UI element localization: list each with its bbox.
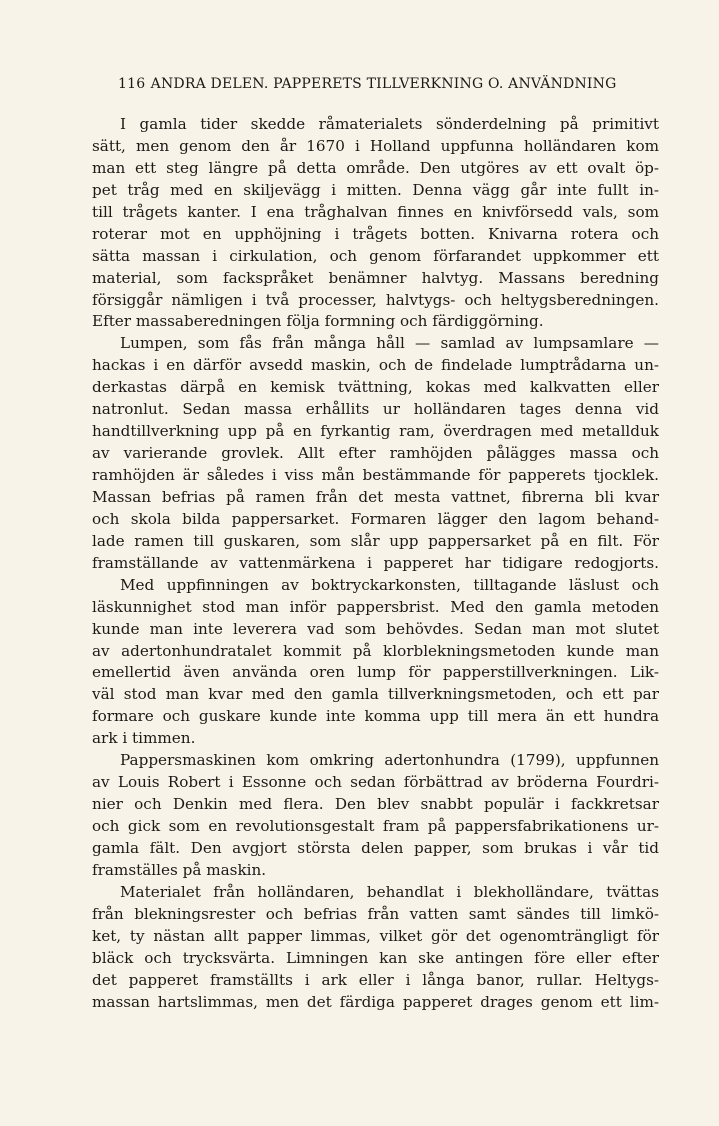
text-line: framställande av vattenmärkena i papperet har tidigare redogjorts. bbox=[92, 553, 659, 572]
text-line: väl stod man kvar med den gamla tillverkningsmetoden, och ett par bbox=[92, 685, 659, 704]
text-line: kunde man inte leverera vad som behövdes. Sedan man mot slutet bbox=[92, 619, 659, 638]
text-line: formare och guskare kunde inte komma upp till mera än ett hundra bbox=[92, 707, 659, 726]
text-line: ark i timmen. bbox=[92, 729, 196, 748]
text-line: emellertid även använda oren lump för papperstillverkningen. Lik- bbox=[92, 663, 659, 682]
text-line: Lumpen, som fås från många håll — samlad av lumpsamlare — bbox=[120, 334, 659, 353]
text-line: till trågets kanter. I ena tråghalvan finnes en knivförsedd vals, som bbox=[92, 202, 659, 221]
text-line: från blekningsrester och befrias från vatten samt sändes till limkö- bbox=[92, 904, 659, 923]
text-line: läskunnighet stod man inför pappersbrist. Med den gamla metoden bbox=[92, 597, 659, 616]
text-line: av Louis Robert i Essonne och sedan förbättrad av bröderna Fourdri- bbox=[92, 773, 659, 792]
text-line: ramhöjden är således i viss mån bestämmande för papperets tjocklek. bbox=[92, 466, 659, 484]
text-line: hackas i en därför avsedd maskin, och de findelade lumptrådarna un- bbox=[92, 356, 659, 375]
text-line: av adertonhundratalet kommit på klorblekningsmetoden kunde man bbox=[92, 641, 659, 660]
running-header bbox=[118, 76, 648, 98]
body-text bbox=[92, 114, 659, 1013]
text-line: Med uppfinningen av boktryckarkonsten, tilltagande läslust och bbox=[120, 575, 659, 594]
running-title: ANDRA DELEN. PAPPERETS TILLVERKNING O. ANVÄNDNING bbox=[150, 76, 617, 92]
text-line: pet tråg med en skiljevägg i mitten. Denna vägg går inte fullt in- bbox=[92, 180, 659, 199]
text-line: man ett steg längre på detta område. Den utgöres av ett ovalt öp- bbox=[92, 158, 659, 177]
text-line: derkastas därpå en kemisk tvättning, kokas med kalkvatten eller bbox=[92, 378, 659, 397]
text-line: handtillverkning upp på en fyrkantig ram, överdragen med metallduk bbox=[92, 422, 659, 441]
page-number: 116 bbox=[118, 76, 146, 92]
text-line: massan hartslimmas, men det färdiga papperet drages genom ett lim- bbox=[92, 992, 659, 1011]
text-line: det papperet framställts i ark eller i långa banor, rullar. Heltygs- bbox=[92, 970, 659, 989]
text-line: Massan befrias på ramen från det mesta vattnet, fibrerna bli kvar bbox=[92, 487, 659, 506]
text-line: Materialet från holländaren, behandlat i blekholländare, tvättas bbox=[120, 882, 659, 901]
text-line: gamla fält. Den avgjort största delen papper, som brukas i vår tid bbox=[92, 838, 659, 857]
text-line: material, som fackspråket benämner halvtyg. Massans beredning bbox=[92, 268, 659, 287]
text-line: nier och Denkin med flera. Den blev snabbt populär i fackkretsar bbox=[92, 795, 659, 814]
text-line: bläck och trycksvärta. Limningen kan ske antingen före eller efter bbox=[92, 948, 659, 967]
text-line: lade ramen till guskaren, som slår upp pappersarket på en filt. För bbox=[92, 531, 659, 550]
text-line: försiggår nämligen i två processer, halvtygs- och heltygsberedningen. bbox=[92, 290, 659, 309]
text-line: sätt, men genom den år 1670 i Holland uppfunna holländaren kom bbox=[92, 136, 659, 155]
text-line: Pappersmaskinen kom omkring adertonhundra (1799), uppfunnen bbox=[120, 751, 659, 770]
text-line: och gick som en revolutionsgestalt fram på pappersfabrikationens ur- bbox=[92, 817, 659, 835]
text-line: av varierande grovlek. Allt efter ramhöjden pålägges massa och bbox=[92, 444, 659, 463]
text-line: framställes på maskin. bbox=[92, 860, 267, 879]
text-line: roterar mot en upphöjning i trågets botten. Knivarna rotera och bbox=[92, 224, 659, 243]
text-line: natronlut. Sedan massa erhållits ur holländaren tages denna vid bbox=[92, 400, 659, 419]
text-line: Efter massaberedningen följa formning och färdiggörning. bbox=[92, 312, 544, 331]
text-line: ket, ty nästan allt papper limmas, vilket gör det ogenomträngligt för bbox=[92, 926, 659, 945]
text-line: I gamla tider skedde råmaterialets sönderdelning på primitivt bbox=[120, 115, 659, 133]
text-line: och skola bilda pappersarket. Formaren lägger den lagom behand- bbox=[92, 509, 659, 528]
text-line: sätta massan i cirkulation, och genom förfarandet uppkommer ett bbox=[92, 246, 659, 265]
